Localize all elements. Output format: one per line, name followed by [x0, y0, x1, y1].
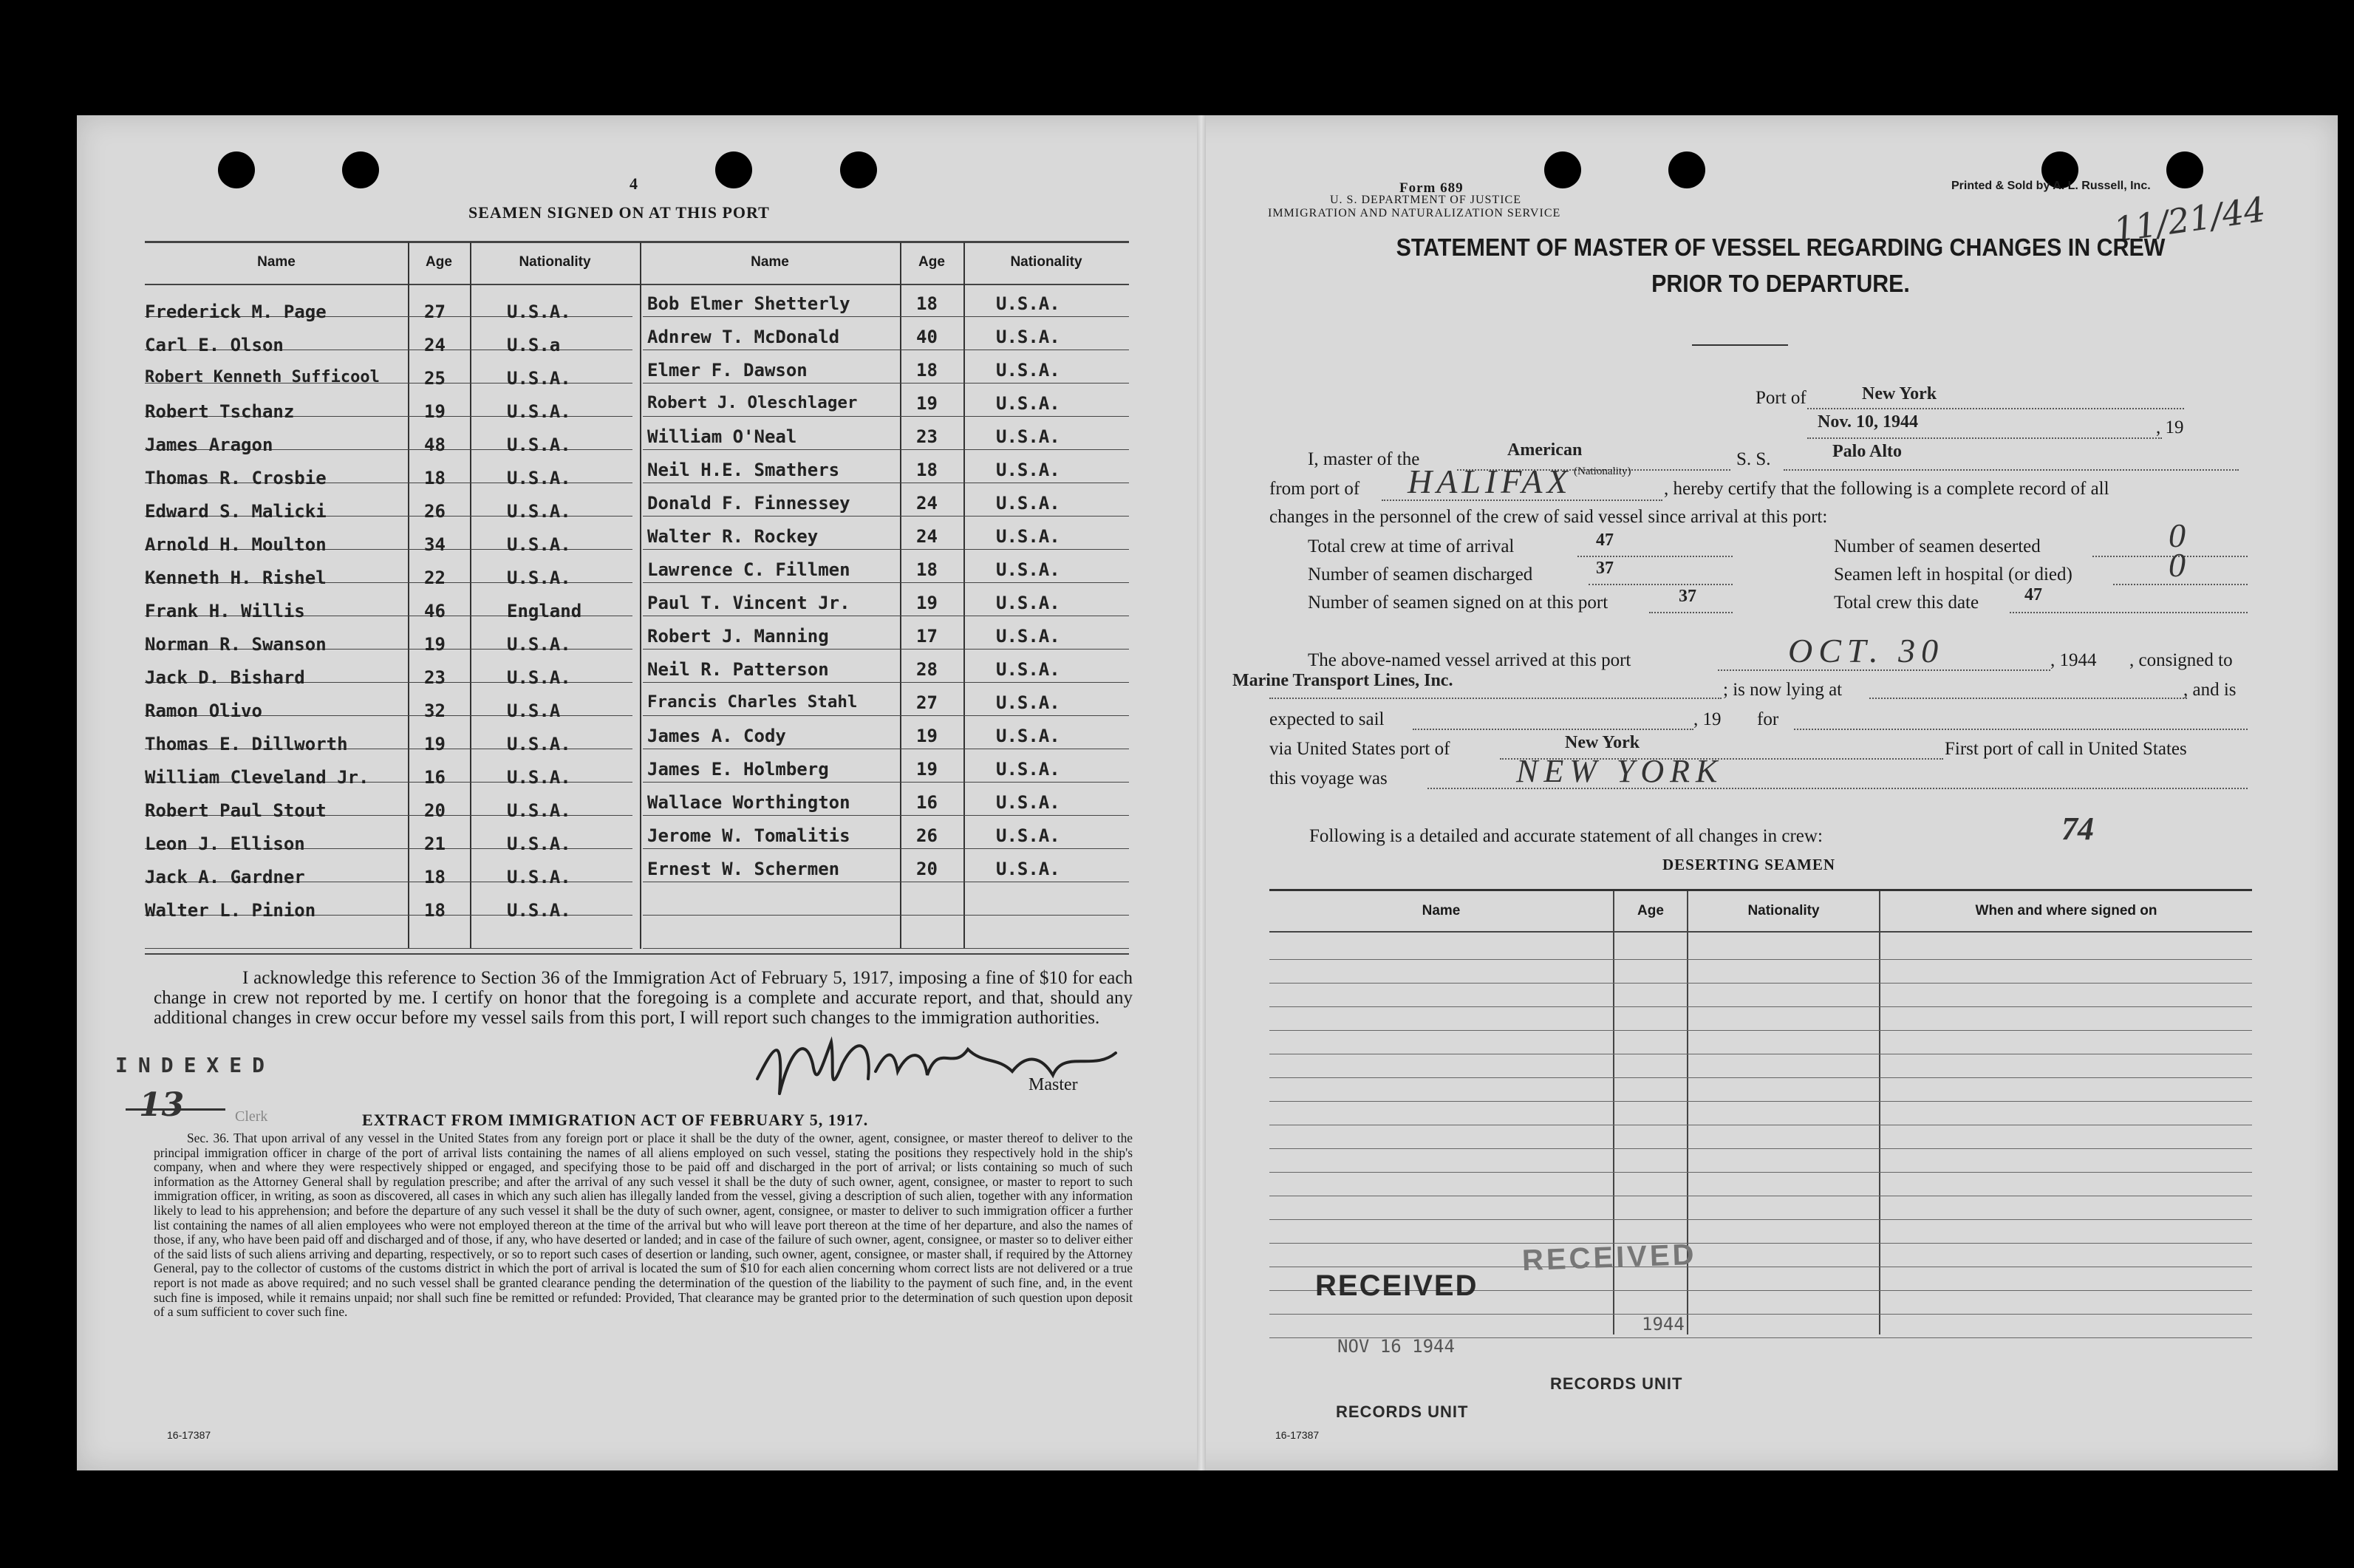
- discharged-line: [1589, 584, 1733, 585]
- desert-table-header-rule: [1269, 931, 2252, 933]
- crew-table-row-rule: [643, 316, 1129, 317]
- crew-age: 46: [424, 601, 446, 621]
- discharged-value: 37: [1596, 559, 1614, 578]
- crew-age: 27: [916, 692, 938, 713]
- deserted-label: Number of seamen deserted: [1834, 536, 2041, 556]
- crew-name: Frederick M. Page: [145, 301, 327, 322]
- crew-age: 20: [424, 800, 446, 821]
- crew-table-header-rule: [145, 284, 1129, 285]
- crew-name: Norman R. Swanson: [145, 634, 327, 655]
- crew-nationality: U.S.A.: [996, 859, 1060, 879]
- crew-nationality: U.S.A.: [507, 800, 571, 821]
- crew-header-name: Name: [257, 254, 296, 270]
- total-arrival-value: 47: [1596, 531, 1614, 550]
- crew-name: Robert Kenneth Sufficool: [145, 368, 380, 386]
- crew-nationality: U.S.A.: [507, 667, 571, 688]
- crew-table-row-rule: [643, 582, 1129, 583]
- crew-age: 18: [424, 867, 446, 887]
- clerk-label: Clerk: [235, 1108, 268, 1125]
- crew-name: Walter R. Rockey: [647, 526, 819, 547]
- punch-hole: [840, 151, 877, 188]
- crew-nationality: U.S.A.: [996, 327, 1060, 347]
- consigned-label: , consigned to: [2129, 650, 2233, 670]
- crew-nationality: U.S.A.: [996, 759, 1060, 780]
- crew-name: Thomas E. Dillworth: [145, 734, 348, 754]
- master-signature: [746, 1020, 1145, 1116]
- crew-age: 26: [916, 825, 938, 846]
- from-port-value: HALIFAX: [1408, 463, 1572, 500]
- signed-on-label: Number of seamen signed on at this port: [1308, 593, 1608, 613]
- extract-title: EXTRACT FROM IMMIGRATION ACT OF FEBRUARY 5, 1917.: [362, 1111, 869, 1129]
- crew-nationality: U.S.A.: [996, 426, 1060, 447]
- hospital-value: 0: [2169, 546, 2186, 584]
- following-label: Following is a detailed and accurate statement of all changes in crew:: [1309, 826, 1823, 846]
- crew-nationality: U.S.A.: [996, 726, 1060, 746]
- changes-text: changes in the personnel of the crew of said vessel since arrival at this port:: [1269, 507, 1828, 527]
- desert-header-name: Name: [1422, 903, 1461, 918]
- date-value: Nov. 10, 1944: [1818, 412, 1919, 432]
- desert-table-row-rule: [1269, 1314, 2252, 1315]
- crew-nationality: U.S.A.: [507, 767, 571, 788]
- crew-nationality: U.S.A.: [996, 526, 1060, 547]
- total-date-label: Total crew this date: [1834, 593, 1979, 613]
- crew-age: 19: [424, 734, 446, 754]
- crew-table-top-rule: [145, 241, 1129, 243]
- crew-nationality: U.S.A.: [507, 368, 571, 389]
- desert-table-row-rule: [1269, 1077, 2252, 1078]
- title-rule: [1692, 344, 1788, 346]
- crew-table-row-rule: [643, 516, 1129, 517]
- crew-age: 17: [916, 626, 938, 647]
- desert-table-row-rule: [1269, 959, 2252, 960]
- crew-nationality: U.S.A.: [507, 867, 571, 887]
- crew-name: Jerome W. Tomalitis: [647, 825, 850, 846]
- arrived-label: The above-named vessel arrived at this port: [1308, 650, 1631, 670]
- crew-nationality: U.S.A.: [996, 360, 1060, 381]
- deserting-title: DESERTING SEAMEN: [1662, 856, 1836, 873]
- crew-name: Ramon Olivo: [145, 701, 262, 721]
- crew-age: 48: [424, 434, 446, 455]
- punch-hole: [342, 151, 379, 188]
- crew-name: Edward S. Malicki: [145, 501, 327, 522]
- crew-nationality: U.S.A: [507, 701, 561, 721]
- crew-table-row-rule: [643, 682, 1129, 683]
- crew-age: 16: [424, 767, 446, 788]
- crew-age: 18: [916, 360, 938, 381]
- received-stamp-2-title: RECEIVED: [1521, 1238, 1698, 1278]
- desert-table-row-rule: [1269, 983, 2252, 984]
- service-name: IMMIGRATION AND NATURALIZATION SERVICE: [1268, 207, 1561, 219]
- changes-count: 74: [2061, 811, 2094, 847]
- crew-age: 24: [916, 526, 938, 547]
- date-suffix: , 19: [2156, 417, 2184, 437]
- crew-nationality: U.S.A.: [996, 493, 1060, 514]
- crew-age: 22: [424, 567, 446, 588]
- crew-header-nationality: Nationality: [519, 254, 591, 270]
- signed-on-value: 37: [1679, 587, 1696, 606]
- expected-year: , 19: [1693, 709, 1722, 729]
- form-title-line1: STATEMENT OF MASTER OF VESSEL REGARDING CHANGES IN CREW: [1396, 234, 2166, 261]
- crew-age: 18: [916, 460, 938, 480]
- master-label: Master: [1028, 1075, 1078, 1094]
- crew-nationality: U.S.A.: [996, 559, 1060, 580]
- crew-name: Jack D. Bishard: [145, 667, 305, 688]
- crew-nationality: U.S.A.: [507, 534, 571, 555]
- crew-name: Robert Tschanz: [145, 401, 295, 422]
- crew-name: Paul T. Vincent Jr.: [647, 593, 850, 613]
- crew-table-row-rule: [643, 715, 1129, 716]
- crew-name: Bob Elmer Shetterly: [647, 293, 850, 314]
- crew-name: Neil R. Patterson: [647, 659, 829, 680]
- hospital-label: Seamen left in hospital (or died): [1834, 565, 2072, 584]
- total-date-line: [2010, 612, 2248, 613]
- crew-table-row-rule: [643, 549, 1129, 550]
- arrived-year: , 1944: [2050, 650, 2097, 670]
- crew-table-row-rule: [643, 948, 1129, 949]
- nationality-value: American: [1507, 440, 1583, 460]
- punch-hole: [1668, 151, 1705, 188]
- punch-hole: [2166, 151, 2203, 188]
- indexed-mark: 13: [139, 1086, 185, 1124]
- left-form-code: 16-17387: [167, 1429, 211, 1441]
- desert-table-row-rule: [1269, 1172, 2252, 1173]
- crew-age: 24: [424, 335, 446, 355]
- crew-table-row-rule: [643, 782, 1129, 783]
- crew-header-name: Name: [751, 254, 789, 270]
- indexed-underline: [126, 1108, 225, 1111]
- ss-value: Palo Alto: [1832, 442, 1902, 461]
- crew-age: 24: [916, 493, 938, 514]
- crew-name: Wallace Worthington: [647, 792, 850, 813]
- crew-nationality: U.S.A.: [507, 501, 571, 522]
- crew-table-col-divider: [640, 242, 641, 949]
- desert-header-nationality: Nationality: [1747, 903, 1820, 918]
- crew-table-col-divider: [408, 242, 409, 949]
- crew-header-age: Age: [426, 254, 452, 270]
- desert-table-top: [1269, 889, 2252, 891]
- crew-name: Leon J. Ellison: [145, 834, 305, 854]
- consignee-value: Marine Transport Lines, Inc.: [1232, 671, 1453, 690]
- page-number: 4: [630, 174, 638, 193]
- port-value: New York: [1862, 384, 1937, 403]
- crew-age: 23: [424, 667, 446, 688]
- desert-table-row-rule: [1269, 1219, 2252, 1220]
- crew-age: 32: [424, 701, 446, 721]
- crew-name: Frank H. Willis: [145, 601, 305, 621]
- lying-label: ; is now lying at: [1723, 680, 1843, 700]
- section-title: SEAMEN SIGNED ON AT THIS PORT: [468, 203, 770, 222]
- crew-table-row-rule: [643, 649, 1129, 650]
- crew-table-bottom-rule: [145, 953, 1129, 955]
- crew-nationality: U.S.A.: [507, 834, 571, 854]
- crew-age: 28: [916, 659, 938, 680]
- certify-text: , hereby certify that the following is a complete record of all: [1664, 479, 2109, 499]
- crew-age: 40: [916, 327, 938, 347]
- crew-nationality: U.S.A.: [507, 401, 571, 422]
- crew-age: 26: [424, 501, 446, 522]
- discharged-label: Number of seamen discharged: [1308, 565, 1533, 584]
- page-fold: [1197, 115, 1206, 1470]
- crew-age: 25: [424, 368, 446, 389]
- crew-nationality: U.S.A.: [507, 468, 571, 488]
- right-form-code: 16-17387: [1275, 1429, 1320, 1441]
- crew-nationality: U.S.A.: [996, 659, 1060, 680]
- crew-table-row-rule: [643, 383, 1129, 384]
- crew-table-row-rule: [145, 948, 632, 949]
- crew-name: Elmer F. Dawson: [647, 360, 808, 381]
- crew-name: James A. Cody: [647, 726, 786, 746]
- total-date-value: 47: [2024, 585, 2042, 604]
- crew-name: Robert J. Oleschlager: [647, 393, 858, 412]
- crew-nationality: U.S.A.: [996, 692, 1060, 713]
- crew-name: Robert Paul Stout: [145, 800, 327, 821]
- form-number: Form 689: [1399, 180, 1464, 196]
- crew-name: Robert J. Manning: [647, 626, 829, 647]
- for-line: [1794, 729, 2248, 730]
- acknowledgement-text: I acknowledge this reference to Section 36 of the Immigration Act of February 5, 1917, imposing a fine of $10 for each change in crew not reported by me. I certify on honor that the foregoing is a complete and accurate report, and that, should any additional changes in crew occur before my vessel sails from this port, I will report such changes to the immigration authorities.: [154, 968, 1133, 1028]
- crew-age: 19: [916, 759, 938, 780]
- ss-label: S. S.: [1736, 449, 1771, 469]
- crew-table-row-rule: [643, 815, 1129, 816]
- crew-nationality: U.S.A.: [507, 734, 571, 754]
- expected-label: expected to sail: [1269, 709, 1385, 729]
- received-stamp-1-title: RECEIVED: [1315, 1269, 1478, 1302]
- printer-credit: Printed & Sold by A. L. Russell, Inc.: [1951, 180, 2151, 192]
- crew-nationality: U.S.A.: [507, 301, 571, 322]
- indexed-stamp: INDEXED: [115, 1053, 276, 1077]
- crew-header-nationality: Nationality: [1010, 254, 1082, 270]
- signed-on-line: [1649, 612, 1733, 613]
- crew-name: Thomas R. Crosbie: [145, 468, 327, 488]
- crew-name: Francis Charles Stahl: [647, 692, 858, 712]
- crew-nationality: U.S.A.: [996, 825, 1060, 846]
- crew-name: Kenneth H. Rishel: [145, 567, 327, 588]
- crew-nationality: U.S.A.: [996, 626, 1060, 647]
- crew-nationality: U.S.A.: [996, 792, 1060, 813]
- crew-name: Arnold H. Moulton: [145, 534, 327, 555]
- from-port-label: from port of: [1269, 479, 1360, 499]
- arrived-value: OCT. 30: [1788, 632, 1945, 669]
- extract-text: Sec. 36. That upon arrival of any vessel in the United States from any foreign port or place it shall be the duty of the owner, agent, consignee, or master thereof to deliver to the principal immigration officer in charge of the port of arrival lists containing the names of all aliens employed on such vessel, stating the positions they respectively hold in the ship's company, when and where they were respectively shipped or engaged, and specifying those to be paid off and discharged in the port of arrival; or lists containing so much of such information as the Attorney General shall by regulation prescribe; and after the arrival of any such vessel it shall be the duty of such owner, agent, consignee, or master to report to such immigration officer, in writing, as soon as discovered, all cases in which any such alien has illegally landed from the vessel, giving a description of such alien, together with any information likely to lead to his apprehension; and before the departure of any such vessel it shall be the duty of such owner, agent, consignee, or master to deliver to such immigration officer a further list containing the names of all alien employees who were not employed thereon at the time of the arrival but who will leave port thereon at the time of her departure, and also the names of those, if any, who have been paid off and discharged and of those, if any, who have deserted or landed; and in case of the failure of such owner, agent, consignee, or master so to deliver either of the said lists of such aliens arriving and departing, respectively, or so to report such cases of desertion or landing, such owner, agent, consignee, or master shall, if required by the Attorney General, pay to the collector of customs of the customs district in which the port of arrival is located the sum of $10 for each alien concerning whom correct lists are not delivered or a true report is not made as above required; and no such vessel shall be granted clearance pending the determination of the question of the liability to the payment of such fine, and, in the event such fine is imposed, while it remains unpaid; nor shall such fine be remitted or refunded: Provided, That clearance may be granted prior to the determination of such question upon deposit of a sum sufficient to cover such fine.: [154, 1131, 1133, 1320]
- crew-nationality: U.S.A.: [996, 460, 1060, 480]
- desert-table-row-rule: [1269, 1030, 2252, 1031]
- crew-age: 27: [424, 301, 446, 322]
- ss-line: [1784, 469, 2239, 471]
- consignee-line: [1269, 698, 1722, 699]
- crew-name: Adnrew T. McDonald: [647, 327, 840, 347]
- deserted-value: 0: [2169, 517, 2186, 554]
- crew-name: Donald F. Finnessey: [647, 493, 850, 514]
- crew-name: Neil H.E. Smathers: [647, 460, 840, 480]
- first-port-label: First port of call in United States: [1945, 739, 2187, 759]
- via-value: New York: [1565, 733, 1640, 752]
- crew-nationality: U.S.A.: [996, 393, 1060, 414]
- punch-hole: [1544, 151, 1581, 188]
- desert-header-age: Age: [1637, 903, 1664, 918]
- crew-age: 23: [916, 426, 938, 447]
- crew-name: Walter L. Pinion: [145, 900, 316, 921]
- crew-header-age: Age: [918, 254, 945, 270]
- and-is-label: , and is: [2183, 680, 2237, 700]
- crew-age: 18: [916, 293, 938, 314]
- port-label: Port of: [1756, 388, 1807, 408]
- crew-name: Jack A. Gardner: [145, 867, 305, 887]
- crew-age: 21: [424, 834, 446, 854]
- department-name: U. S. DEPARTMENT OF JUSTICE: [1330, 194, 1521, 206]
- expected-line: [1413, 729, 1693, 730]
- crew-name: Ernest W. Schermen: [647, 859, 840, 879]
- crew-table-row-rule: [643, 848, 1129, 849]
- crew-nationality: U.S.A.: [996, 293, 1060, 314]
- crew-age: 18: [424, 468, 446, 488]
- for-label: for: [1757, 709, 1779, 729]
- received-stamp-2-date: 1944: [1642, 1314, 1685, 1334]
- crew-age: 19: [424, 634, 446, 655]
- crew-name: James Aragon: [145, 434, 273, 455]
- crew-nationality: U.S.A.: [507, 900, 571, 921]
- crew-name: William Cleveland Jr.: [145, 767, 369, 788]
- desert-table-row-rule: [1269, 1006, 2252, 1007]
- crew-age: 19: [424, 401, 446, 422]
- form-title-line2: PRIOR TO DEPARTURE.: [1651, 270, 1910, 297]
- crew-age: 20: [916, 859, 938, 879]
- crew-nationality: U.S.A.: [996, 593, 1060, 613]
- received-stamp-1-date: NOV 16 1944: [1337, 1336, 1455, 1357]
- punch-hole: [218, 151, 255, 188]
- voyage-value: NEW YORK: [1516, 753, 1724, 789]
- desert-table-row-rule: [1269, 1243, 2252, 1244]
- crew-nationality: England: [507, 601, 582, 621]
- desert-col-divider: [1879, 891, 1880, 1334]
- punch-hole: [715, 151, 752, 188]
- received-stamp-1-unit: RECORDS UNIT: [1336, 1402, 1469, 1421]
- crew-age: 19: [916, 593, 938, 613]
- crew-table-col-divider: [963, 242, 965, 949]
- crew-nationality: U.S.A.: [507, 567, 571, 588]
- crew-age: 34: [424, 534, 446, 555]
- crew-table-row-rule: [643, 416, 1129, 417]
- crew-age: 16: [916, 792, 938, 813]
- voyage-label: this voyage was: [1269, 768, 1388, 788]
- crew-table-row-rule: [643, 449, 1129, 450]
- master-of-label: I, master of the: [1308, 449, 1420, 469]
- crew-name: Carl E. Olson: [145, 335, 284, 355]
- total-arrival-line: [1577, 556, 1733, 557]
- port-line: [1807, 408, 2184, 409]
- crew-table-row-rule: [643, 915, 1129, 916]
- nationality-caption: (Nationality): [1574, 466, 1631, 477]
- corner-date-handwriting: 11/21/44: [2111, 188, 2268, 250]
- date-line: [1807, 437, 2162, 439]
- crew-age: 19: [916, 393, 938, 414]
- total-arrival-label: Total crew at time of arrival: [1308, 536, 1515, 556]
- crew-table-col-divider: [470, 242, 471, 949]
- crew-nationality: U.S.a: [507, 335, 561, 355]
- crew-name: William O'Neal: [647, 426, 797, 447]
- crew-name: Lawrence C. Fillmen: [647, 559, 850, 580]
- desert-header-when-where: When and where signed on: [1975, 903, 2157, 918]
- crew-age: 18: [424, 900, 446, 921]
- crew-age: 19: [916, 726, 938, 746]
- desert-table-row-rule: [1269, 1148, 2252, 1149]
- crew-name: James E. Holmberg: [647, 759, 829, 780]
- crew-nationality: U.S.A.: [507, 634, 571, 655]
- desert-table-row-rule: [1269, 1101, 2252, 1102]
- lying-line: [1869, 698, 2187, 699]
- crew-table-col-divider: [900, 242, 901, 949]
- crew-nationality: U.S.A.: [507, 434, 571, 455]
- received-stamp-2-unit: RECORDS UNIT: [1550, 1374, 1683, 1393]
- crew-age: 18: [916, 559, 938, 580]
- via-label: via United States port of: [1269, 739, 1450, 759]
